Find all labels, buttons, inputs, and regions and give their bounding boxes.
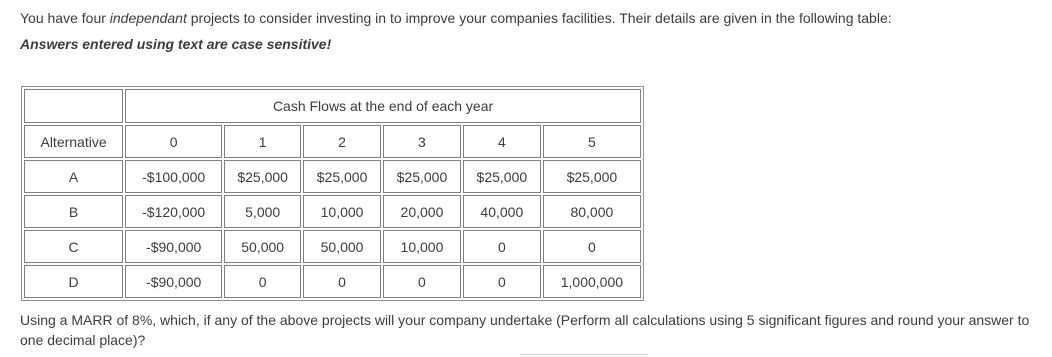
header-cell: 1	[224, 125, 301, 158]
table-row	[24, 160, 641, 193]
table-row	[24, 265, 641, 298]
alternative-cell: B	[24, 195, 123, 228]
header-cell: 2	[303, 125, 381, 158]
cash-flow-cell: 5,000	[224, 195, 301, 228]
cash-flow-cell: 1,000,000	[543, 265, 641, 298]
header-cell: 3	[383, 125, 461, 158]
header-cell: 4	[463, 125, 541, 158]
table-row	[24, 230, 641, 263]
table-row	[24, 195, 641, 228]
cash-flow-cell: 80,000	[543, 195, 641, 228]
cash-flow-cell: -$90,000	[125, 230, 222, 263]
cash-flow-cell: 40,000	[463, 195, 541, 228]
cash-flow-cell: 0	[463, 230, 541, 263]
intro-part-1: You have four	[20, 10, 110, 26]
alternative-cell: C	[24, 230, 123, 263]
cash-flow-cell: 50,000	[224, 230, 301, 263]
alternative-cell: A	[24, 160, 123, 193]
cash-flow-cell: 0	[303, 265, 381, 298]
alternative-cell: D	[24, 265, 123, 298]
case-sensitive-warning: Answers entered using text are case sensitive!	[20, 36, 332, 52]
header-cell: 0	[125, 125, 222, 158]
intro-emphasis: independant	[109, 10, 187, 26]
cash-flow-cell: -$120,000	[125, 195, 222, 228]
table-title: Cash Flows at the end of each year	[125, 89, 641, 123]
cash-flow-cell: $25,000	[383, 160, 461, 193]
cash-flow-cell: 10,000	[383, 230, 461, 263]
cash-flow-cell: $25,000	[303, 160, 381, 193]
cash-flow-cell: $25,000	[224, 160, 301, 193]
cash-flow-cell: 0	[224, 265, 301, 298]
header-cell: Alternative	[24, 125, 123, 158]
cash-flow-cell: 20,000	[383, 195, 461, 228]
cash-flow-cell: -$90,000	[125, 265, 222, 298]
cash-flow-cell: 0	[463, 265, 541, 298]
table-title-row	[24, 89, 641, 123]
cash-flow-cell: 10,000	[303, 195, 381, 228]
table-header-row	[24, 125, 641, 158]
cash-flow-cell: -$100,000	[125, 160, 222, 193]
cash-flow-table	[21, 86, 644, 301]
intro-text	[20, 10, 892, 27]
intro-part-2: projects to consider investing in to improve your companies facilities. Their details are given in the following table:	[186, 10, 892, 26]
header-cell: 5	[543, 125, 641, 158]
cash-flow-cell: $25,000	[543, 160, 641, 193]
cash-flow-cell: 0	[383, 265, 461, 298]
cash-flow-cell: 0	[543, 230, 641, 263]
cash-flow-cell: $25,000	[463, 160, 541, 193]
answer-field-edge[interactable]	[520, 354, 648, 355]
question-text: Using a MARR of 8%, which, if any of the above projects will your company undertake (Perform all calculations using 5 significant figures and round your answer to one decimal place)?	[20, 312, 1030, 348]
cash-flow-cell: 50,000	[303, 230, 381, 263]
